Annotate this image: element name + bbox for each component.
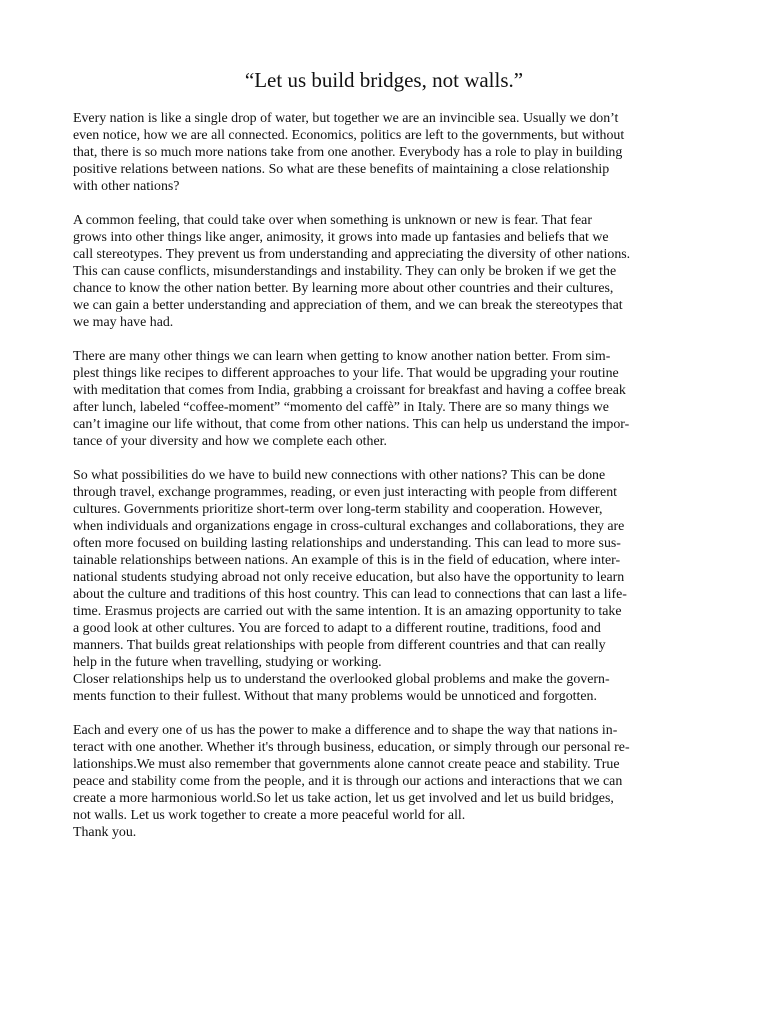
text-line: can’t imagine our life without, that come from other nations. This can help us understand the impor- — [73, 417, 630, 432]
text-line: time. Erasmus projects are carried out with the same intention. It is an amazing opportunity to take — [73, 604, 622, 619]
text-line: There are many other things we can learn when getting to know another nation better. From sim- — [73, 349, 611, 364]
text-line: with other nations? — [73, 179, 180, 194]
essay-body — [73, 110, 703, 841]
paragraph — [73, 212, 703, 331]
text-line: about the culture and traditions of this host country. This can lead to connections that can last a life- — [73, 587, 627, 602]
paragraph-spacer — [73, 450, 703, 467]
text-line: This can cause conflicts, misunderstandings and instability. They can only be broken if we get the — [73, 264, 617, 279]
text-line: create a more harmonious world.So let us take action, let us get involved and let us build bridges, — [73, 791, 614, 806]
text-line: after lunch, labeled “coffee-moment” “momento del caffè” in Italy. There are so many things we — [73, 400, 609, 415]
text-line: So what possibilities do we have to build new connections with other nations? This can be done — [73, 468, 606, 483]
text-line: Closer relationships help us to understand the overlooked global problems and make the govern- — [73, 672, 610, 687]
text-line: not walls. Let us work together to create a more peaceful world for all. — [73, 808, 466, 823]
paragraph-spacer — [73, 195, 703, 212]
text-line: even notice, how we are all connected. Economics, politics are left to the governments, but without — [73, 128, 625, 143]
text-line: plest things like recipes to different approaches to your life. That would be upgrading your routine — [73, 366, 619, 381]
text-line: we can gain a better understanding and appreciation of them, and we can break the stereotypes that — [73, 298, 623, 313]
text-line: peace and stability come from the people, and it is through our actions and interactions that we can — [73, 774, 623, 789]
text-line: call stereotypes. They prevent us from understanding and appreciating the diversity of other nations. — [73, 247, 631, 262]
text-line: that, there is so much more nations take from one another. Everybody has a role to play in building — [73, 145, 623, 160]
text-line: ments function to their fullest. Without that many problems would be unnoticed and forgotten. — [73, 689, 597, 704]
text-line: Thank you. — [73, 825, 137, 840]
text-line: a good look at other cultures. You are forced to adapt to a different routine, traditions, food and — [73, 621, 601, 636]
paragraph — [73, 722, 703, 841]
essay-title: “Let us build bridges, not walls.” — [244, 68, 524, 92]
text-line: Each and every one of us has the power to make a difference and to shape the way that nations in- — [73, 723, 618, 738]
text-line: grows into other things like anger, animosity, it grows into made up fantasies and beliefs that we — [73, 230, 609, 245]
text-line: chance to know the other nation better. By learning more about other countries and their cultures, — [73, 281, 614, 296]
paragraph-spacer — [73, 331, 703, 348]
text-line: Every nation is like a single drop of water, but together we are an invincible sea. Usually we don’t — [73, 111, 619, 126]
text-line: lationships.We must also remember that governments alone cannot create peace and stability. True — [73, 757, 620, 772]
paragraph-spacer — [73, 705, 703, 722]
text-line: help in the future when travelling, studying or working. — [73, 655, 382, 670]
text-line: teract with one another. Whether it's through business, education, or simply through our personal re- — [73, 740, 630, 755]
text-line: with meditation that comes from India, grabbing a croissant for breakfast and having a coffee break — [73, 383, 626, 398]
text-line: when individuals and organizations engage in cross-cultural exchanges and collaborations, they are — [73, 519, 625, 534]
text-line: tance of your diversity and how we complete each other. — [73, 434, 387, 449]
text-line: positive relations between nations. So what are these benefits of maintaining a close relationship — [73, 162, 610, 177]
text-line: through travel, exchange programmes, reading, or even just interacting with people from different — [73, 485, 617, 500]
text-line: manners. That builds great relationships with people from different countries and that can really — [73, 638, 606, 653]
text-line: tainable relationships between nations. An example of this is in the field of education, where inter- — [73, 553, 621, 568]
text-line: we may have had. — [73, 315, 174, 330]
text-line: often more focused on building lasting relationships and understanding. This can lead to more sus- — [73, 536, 621, 551]
text-line: cultures. Governments prioritize short-term over long-term stability and cooperation. However, — [73, 502, 603, 517]
paragraph — [73, 348, 703, 450]
text-line: A common feeling, that could take over when something is unknown or new is fear. That fear — [73, 213, 592, 228]
paragraph — [73, 467, 703, 705]
paragraph — [73, 110, 703, 195]
text-line: national students studying abroad not only receive education, but also have the opportunity to learn — [73, 570, 625, 585]
